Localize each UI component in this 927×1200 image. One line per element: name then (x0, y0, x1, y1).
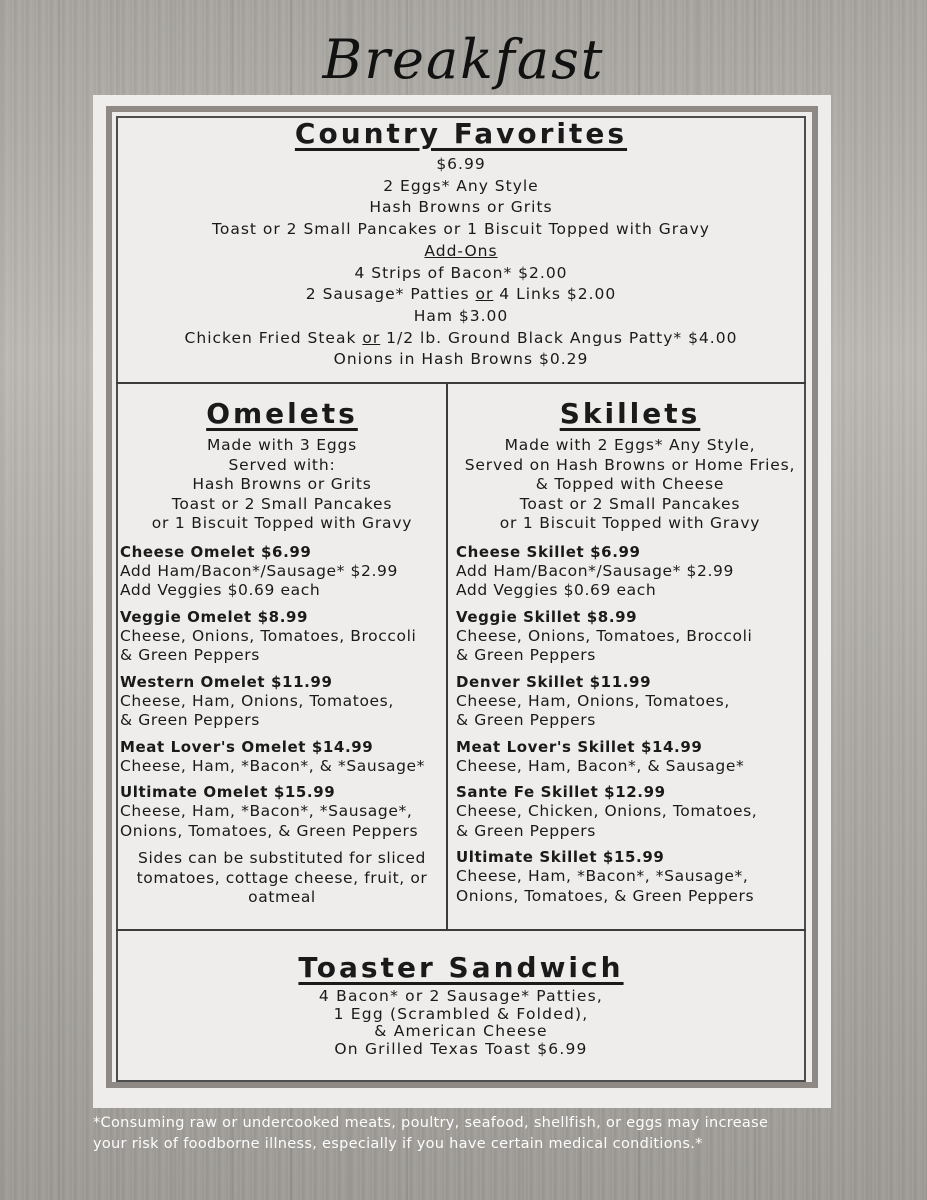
omelets-heading: Omelets (206, 397, 358, 430)
menu-item-veggie-omelet: Veggie Omelet $8.99 Cheese, Onions, Tomatoes, Broccoli & Green Peppers (120, 607, 417, 664)
menu-item-cheese-omelet: Cheese Omelet $6.99 Add Ham/Bacon*/Sausage* $2.99 Add Veggies $0.69 each (120, 542, 398, 599)
toaster-sandwich-section (120, 950, 802, 1058)
toaster-sandwich-heading: Toaster Sandwich (298, 951, 624, 984)
addon-ham: Ham $3.00 (413, 306, 509, 325)
toaster-line: On Grilled Texas Toast $6.99 (334, 1039, 588, 1058)
skillets-intro: Toast or 2 Small Pancakes (519, 494, 741, 513)
skillets-intro: & Topped with Cheese (535, 475, 725, 493)
toaster-line: 1 Egg (Scrambled & Folded), (333, 1004, 589, 1023)
omelets-intro: Served with: (228, 455, 336, 474)
country-line: Hash Browns or Grits (369, 198, 553, 217)
omelets-intro: Toast or 2 Small Pancakes (171, 494, 393, 513)
omelets-intro: or 1 Biscuit Topped with Gravy (151, 514, 413, 532)
addon-steak: Chicken Fried Steak or 1/2 lb. Ground Black Angus Patty* $4.00 (184, 328, 738, 347)
addons-label: Add-Ons (424, 241, 498, 260)
addon-onions: Onions in Hash Browns $0.29 (333, 350, 589, 369)
food-safety-disclaimer: *Consuming raw or undercooked meats, poultry, seafood, shellfish, or eggs may increase your risk of foodborne illness, especially if you have certain medical conditions.* (93, 1115, 769, 1152)
country-price: $6.99 (436, 155, 486, 173)
omelets-intro: Made with 3 Eggs (206, 436, 358, 454)
country-favorites-heading: Country Favorites (294, 117, 628, 150)
menu-item-denver-skillet: Denver Skillet $11.99 Cheese, Ham, Onions, Tomatoes, & Green Peppers (456, 672, 730, 729)
country-line: Toast or 2 Small Pancakes or 1 Biscuit Topped with Gravy (212, 220, 710, 239)
toaster-line: & American Cheese (374, 1022, 548, 1040)
country-line: 2 Eggs* Any Style (383, 176, 539, 195)
menu-item-ultimate-omelet: Ultimate Omelet $15.99 Cheese, Ham, *Bacon*, *Sausage*, Onions, Tomatoes, & Green Peppers (120, 783, 419, 840)
omelets-section (120, 396, 444, 908)
skillets-intro: Served on Hash Browns or Home Fries, (464, 455, 796, 474)
page-title: Breakfast (322, 28, 605, 91)
skillets-heading: Skillets (559, 397, 701, 430)
divider-country (116, 382, 806, 384)
menu-item-sante-fe-skillet: Sante Fe Skillet $12.99 Cheese, Chicken, Onions, Tomatoes, & Green Peppers (456, 783, 758, 840)
menu-item-meat-lovers-omelet: Meat Lover's Omelet $14.99 Cheese, Ham, *Bacon*, & *Sausage* (120, 737, 426, 775)
menu-item-ultimate-skillet: Ultimate Skillet $15.99 Cheese, Ham, *Bacon*, *Sausage*, Onions, Tomatoes, & Green Peppers (456, 848, 755, 905)
omelets-intro: Hash Browns or Grits (192, 475, 372, 493)
menu-item-western-omelet: Western Omelet $11.99 Cheese, Ham, Onions, Tomatoes, & Green Peppers (120, 672, 394, 729)
country-favorites-section (120, 116, 802, 371)
menu-item-cheese-skillet: Cheese Skillet $6.99 Add Ham/Bacon*/Sausage* $2.99 Add Veggies $0.69 each (456, 542, 734, 599)
menu-item-veggie-skillet: Veggie Skillet $8.99 Cheese, Onions, Tomatoes, Broccoli & Green Peppers (456, 607, 753, 664)
skillets-section (456, 396, 804, 906)
divider-toaster (116, 929, 806, 931)
divider-columns (446, 384, 448, 930)
addon-bacon: 4 Strips of Bacon* $2.00 (354, 263, 568, 282)
skillets-intro: Made with 2 Eggs* Any Style, (504, 436, 756, 454)
addon-sausage: 2 Sausage* Patties or 4 Links $2.00 (305, 285, 617, 304)
sides-note: Sides can be substituted for sliced tomatoes, cottage cheese, fruit, or oatmeal (136, 849, 428, 906)
skillets-intro: or 1 Biscuit Topped with Gravy (499, 514, 761, 532)
menu-item-meat-lovers-skillet: Meat Lover's Skillet $14.99 Cheese, Ham, Bacon*, & Sausage* (456, 737, 745, 775)
toaster-line: 4 Bacon* or 2 Sausage* Patties, (318, 987, 604, 1005)
